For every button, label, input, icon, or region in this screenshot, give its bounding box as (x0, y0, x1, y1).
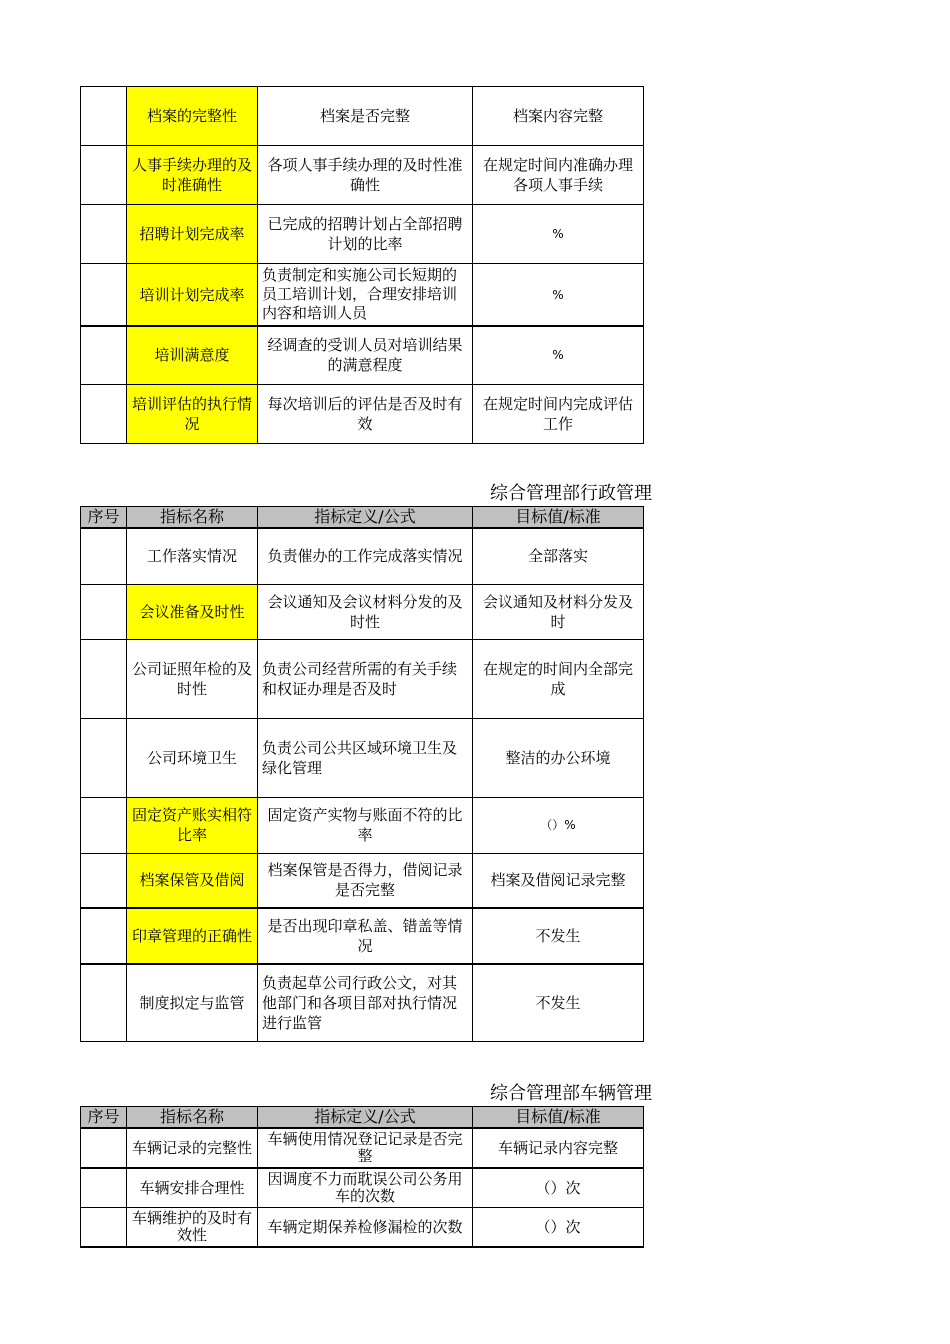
target-cell: 在规定的时间内全部完成 (473, 639, 644, 718)
indicator-definition-cell: 是否出现印章私盖、错盖等情况 (258, 908, 473, 964)
indicator-definition-cell: 负责制定和实施公司长短期的员工培训计划，合理安排培训内容和培训人员 (258, 264, 473, 327)
table-row (81, 87, 644, 146)
indicator-name-cell: 人事手续办理的及时准确性 (127, 146, 258, 205)
indicator-definition-cell: 每次培训后的评估是否及时有效 (258, 384, 473, 443)
indicator-definition-cell: 档案保管是否得力，借阅记录是否完整 (258, 853, 473, 908)
indicator-definition-cell: 负责公司经营所需的有关手续和权证办理是否及时 (258, 639, 473, 718)
row-number-cell (81, 964, 127, 1041)
table-row (81, 797, 644, 853)
row-number-cell (81, 1168, 127, 1208)
row-number-cell (81, 718, 127, 797)
table-row (81, 264, 644, 327)
table-row (81, 639, 644, 718)
target-cell: 不发生 (473, 908, 644, 964)
row-number-cell (81, 146, 127, 205)
indicator-name-cell: 固定资产账实相符比率 (127, 797, 258, 853)
target-cell: （）% (473, 797, 644, 853)
table-row (81, 528, 644, 584)
indicator-name-cell: 公司环境卫生 (127, 718, 258, 797)
target-cell: 整洁的办公环境 (473, 718, 644, 797)
indicator-definition-cell: 各项人事手续办理的及时性准确性 (258, 146, 473, 205)
table-row (81, 1128, 644, 1168)
header-no: 序号 (81, 1107, 127, 1129)
header-name: 指标名称 (127, 1107, 258, 1129)
target-cell: % (473, 205, 644, 264)
row-number-cell (81, 908, 127, 964)
indicator-name-cell: 制度拟定与监管 (127, 964, 258, 1041)
vehicle-kpi-table (80, 1106, 644, 1248)
row-number-cell (81, 853, 127, 908)
row-number-cell (81, 205, 127, 264)
admin-kpi-table (80, 506, 644, 1042)
indicator-definition-cell: 档案是否完整 (258, 87, 473, 146)
indicator-definition-cell: 已完成的招聘计划占全部招聘计划的比率 (258, 205, 473, 264)
target-cell: （）次 (473, 1208, 644, 1248)
row-number-cell (81, 584, 127, 639)
table-row (81, 718, 644, 797)
row-number-cell (81, 639, 127, 718)
target-cell: 不发生 (473, 964, 644, 1041)
target-cell: 车辆记录内容完整 (473, 1128, 644, 1168)
target-cell: % (473, 326, 644, 384)
indicator-name-cell: 档案保管及借阅 (127, 853, 258, 908)
table-row (81, 908, 644, 964)
row-number-cell (81, 87, 127, 146)
header-definition: 指标定义/公式 (258, 1107, 473, 1129)
row-number-cell (81, 264, 127, 327)
indicator-name-cell: 培训评估的执行情况 (127, 384, 258, 443)
indicator-name-cell: 会议准备及时性 (127, 584, 258, 639)
table-row (81, 384, 644, 443)
indicator-definition-cell: 经调查的受训人员对培训结果的满意程度 (258, 326, 473, 384)
indicator-name-cell: 公司证照年检的及时性 (127, 639, 258, 718)
section-title-admin: 综合管理部行政管理 (490, 483, 652, 504)
table-row (81, 584, 644, 639)
table-row (81, 964, 644, 1041)
indicator-definition-cell: 因调度不力而耽误公司公务用车的次数 (258, 1168, 473, 1208)
row-number-cell (81, 1128, 127, 1168)
target-cell: % (473, 264, 644, 327)
header-no: 序号 (81, 507, 127, 529)
table-row (81, 146, 644, 205)
table-row (81, 205, 644, 264)
row-number-cell (81, 326, 127, 384)
table-row (81, 853, 644, 908)
table-header-row (81, 1107, 644, 1129)
target-cell: 全部落实 (473, 528, 644, 584)
header-target: 目标值/标准 (473, 1107, 644, 1129)
section-title-vehicle: 综合管理部车辆管理 (490, 1083, 652, 1104)
indicator-definition-cell: 会议通知及会议材料分发的及时性 (258, 584, 473, 639)
indicator-name-cell: 档案的完整性 (127, 87, 258, 146)
indicator-name-cell: 车辆维护的及时有效性 (127, 1208, 258, 1248)
target-cell: 档案及借阅记录完整 (473, 853, 644, 908)
indicator-name-cell: 培训计划完成率 (127, 264, 258, 327)
target-cell: 在规定时间内完成评估工作 (473, 384, 644, 443)
row-number-cell (81, 384, 127, 443)
hr-kpi-table (80, 86, 644, 444)
header-target: 目标值/标准 (473, 507, 644, 529)
target-cell: 档案内容完整 (473, 87, 644, 146)
indicator-definition-cell: 车辆使用情况登记记录是否完整 (258, 1128, 473, 1168)
row-number-cell (81, 528, 127, 584)
table-row (81, 1208, 644, 1248)
table-header-row (81, 507, 644, 529)
indicator-definition-cell: 负责催办的工作完成落实情况 (258, 528, 473, 584)
target-cell: （）次 (473, 1168, 644, 1208)
indicator-name-cell: 招聘计划完成率 (127, 205, 258, 264)
target-cell: 会议通知及材料分发及时 (473, 584, 644, 639)
indicator-definition-cell: 车辆定期保养检修漏检的次数 (258, 1208, 473, 1248)
table-row (81, 326, 644, 384)
header-definition: 指标定义/公式 (258, 507, 473, 529)
header-name: 指标名称 (127, 507, 258, 529)
indicator-definition-cell: 负责公司公共区域环境卫生及绿化管理 (258, 718, 473, 797)
indicator-name-cell: 车辆安排合理性 (127, 1168, 258, 1208)
indicator-definition-cell: 负责起草公司行政公文，对其他部门和各项目部对执行情况进行监管 (258, 964, 473, 1041)
row-number-cell (81, 1208, 127, 1248)
row-number-cell (81, 797, 127, 853)
indicator-name-cell: 培训满意度 (127, 326, 258, 384)
indicator-name-cell: 工作落实情况 (127, 528, 258, 584)
target-cell: 在规定时间内准确办理各项人事手续 (473, 146, 644, 205)
indicator-name-cell: 车辆记录的完整性 (127, 1128, 258, 1168)
table-row (81, 1168, 644, 1208)
indicator-name-cell: 印章管理的正确性 (127, 908, 258, 964)
indicator-definition-cell: 固定资产实物与账面不符的比率 (258, 797, 473, 853)
